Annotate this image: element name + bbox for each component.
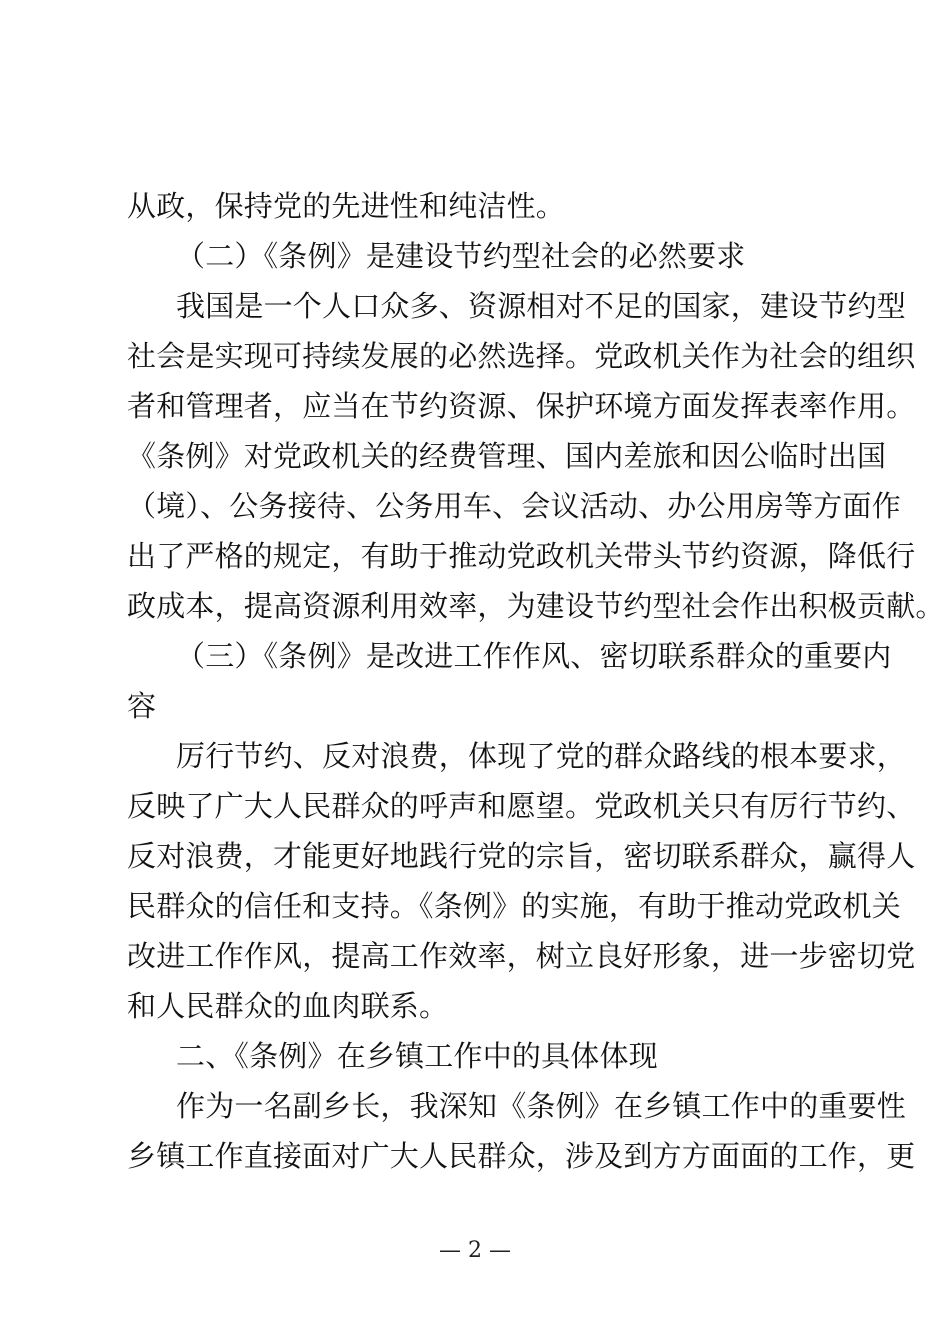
section-heading-continued: 容 [127, 689, 157, 723]
text-line: 乡镇工作直接面对广大人民群众，涉及到方方面面的工作，更 [127, 1139, 916, 1173]
section-heading: （二）《条例》是建设节约型社会的必然要求 [176, 239, 746, 273]
text-line: 社会是实现可持续发展的必然选择。党政机关作为社会的组织 [127, 339, 916, 373]
text-line: 我国是一个人口众多、资源相对不足的国家，建设节约型 [176, 289, 907, 323]
text-line: 《条例》对党政机关的经费管理、国内差旅和因公临时出国 [127, 439, 887, 473]
text-line: 厉行节约、反对浪费，体现了党的群众路线的根本要求， [176, 739, 907, 773]
text-line: 者和管理者，应当在节约资源、保护环境方面发挥表率作用。 [127, 389, 916, 423]
text-line: 民群众的信任和支持。《条例》的实施，有助于推动党政机关 [127, 889, 901, 923]
text-line: 政成本，提高资源利用效率，为建设节约型社会作出积极贡献。 [127, 589, 945, 623]
text-line: 反对浪费，才能更好地践行党的宗旨，密切联系群众，赢得人 [127, 839, 916, 873]
text-line: 改进工作作风，提高工作效率，树立良好形象，进一步密切党 [127, 939, 916, 973]
page-number: — 2 — [439, 1238, 511, 1263]
section-heading: （三）《条例》是改进工作作风、密切联系群众的重要内 [176, 639, 892, 673]
section-heading: 二、《条例》在乡镇工作中的具体体现 [176, 1039, 658, 1073]
text-line: 出了严格的规定，有助于推动党政机关带头节约资源，降低行 [127, 539, 916, 573]
text-line: 从政，保持党的先进性和纯洁性。 [127, 189, 566, 223]
text-line: 和人民群众的血肉联系。 [127, 989, 449, 1023]
text-line: 反映了广大人民群众的呼声和愿望。党政机关只有厉行节约、 [127, 789, 916, 823]
text-line: （境）、公务接待、公务用车、会议活动、办公用房等方面作 [127, 489, 901, 523]
text-line: 作为一名副乡长，我深知《条例》在乡镇工作中的重要性 [176, 1089, 907, 1123]
